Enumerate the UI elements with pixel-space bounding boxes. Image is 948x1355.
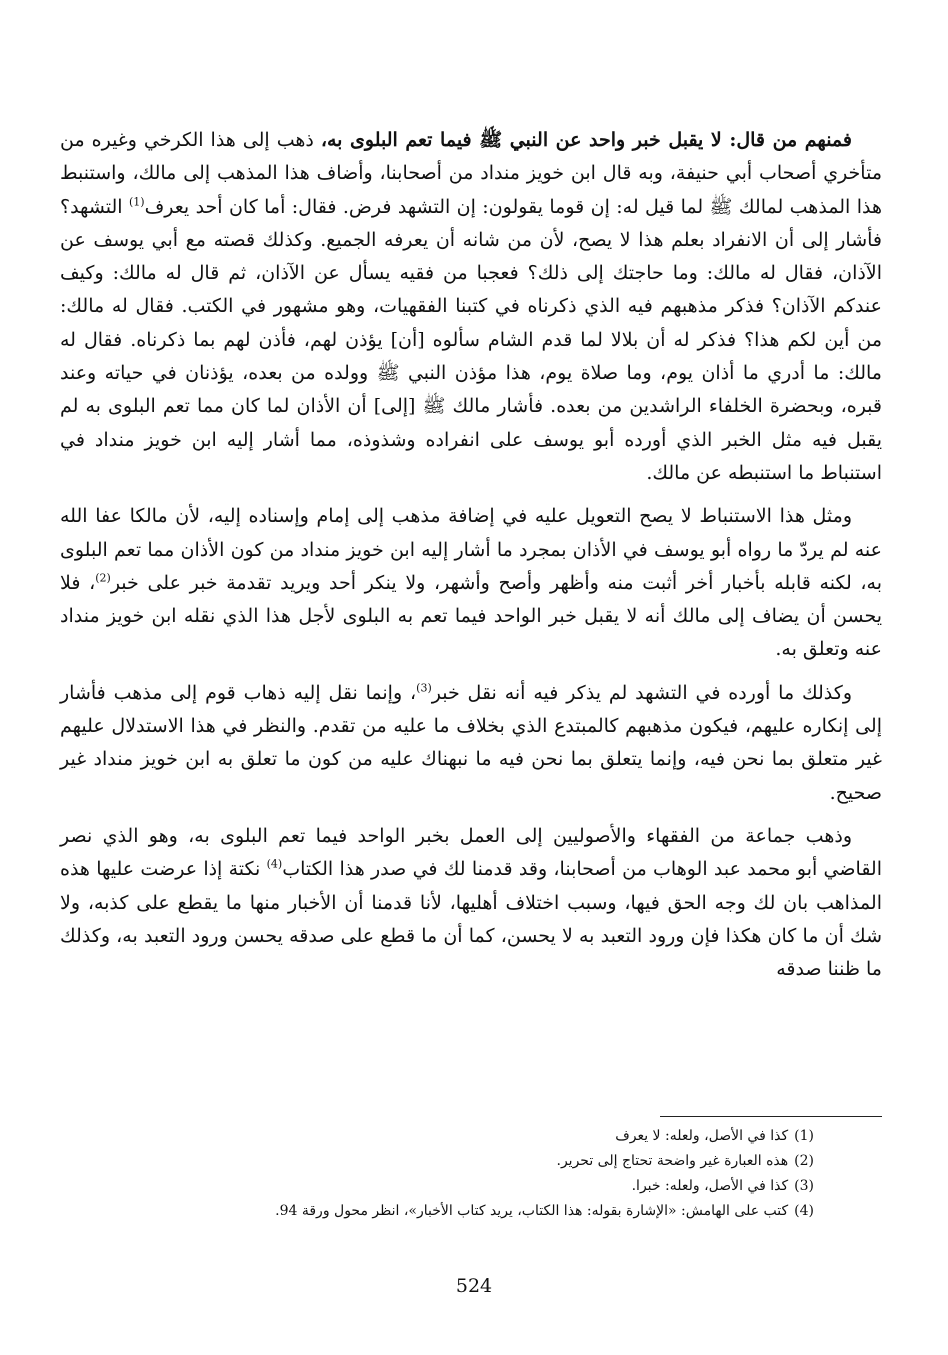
footnote-number: (2)	[794, 1153, 814, 1169]
footnote-divider	[660, 1116, 882, 1117]
footnote-number: (4)	[794, 1203, 814, 1219]
paragraph-4	[60, 820, 882, 986]
paragraph-text: نكتة إذا عرضت عليها هذه المذاهب بان لك وجه الحق فيها، وسبب اختلاف أهليها، لأنا قدمنا أن الأخبار منها ما يقطع على كذبه، ولا شك أن ما كان هكذا فإن ورود التعبد به لا يحسن، كما أن ما قطع على صدقه يحسن ورود التعبد به، وكذلك ما ظننا صدقه	[60, 858, 882, 981]
footnote-text: هذه العبارة غير واضحة تحتاج إلى تحرير.	[556, 1153, 789, 1169]
footnote-text: كتب على الهامش: «الإشارة بقوله: هذا الكتاب، يريد كتاب الأخبار»، انظر محول ورقة 94.	[275, 1203, 789, 1219]
paragraph-text: وكذلك ما أورده في التشهد لم يذكر فيه أنه نقل خبر	[431, 681, 852, 704]
paragraph-2	[60, 500, 882, 666]
main-text	[60, 124, 882, 986]
paragraph-1	[60, 124, 882, 490]
paragraph-lead: فمنهم من قال: لا يقبل خبر واحد عن النبي ﷺ فيما تعم البلوى به،	[320, 129, 852, 151]
paragraph-text: ، فلا يحسن أن يضاف إلى مالك أنه لا يقبل خبر الواحد فيما تعم به البلوى لأجل هذا الذي نقله ابن خويز منداد عنه وتعلق به.	[60, 571, 882, 661]
paragraph-text: التشهد؟ فأشار إلى أن الانفراد بعلم هذا لا يصح، لأن من شانه أن يعرفه الجميع. وكذلك قصته مع أبي يوسف عن الآذان، فقال له مالك: وما حاجتك إلى ذلك؟ فعجبا من فقيه يسأل عن الآذان، ثم قال له مالك: وكيف عندكم الآذان؟ فذكر مذهبهم فيه الذي ذكرناه في كتبنا الفقهيات، وهو مشهور في الكتب. فقال له مالك: من أين لكم هذا؟ فذكر له أن بلالا لما قدم الشام سألوه [أن] يؤذن لهم، فأذن لهم بما ذكرناه. فقال له مالك: ما أدري ما أذان يوم، وما صلاة يوم، هذا مؤذن النبي ﷺ وولده من بعده، يؤذنان في حياته وعند قبره، وبحضرة الخلفاء الراشدين من بعده. فأشار مالك ﷺ [إلى] أن الأذان لما كان مما تعم البلوى به لم يقبل فيه مثل الخبر الذي أورده أبو يوسف على انفراده وشذوذه، مما أشار إليه ابن خويز منداد في استنباط ما استنبطه عن مالك.	[60, 195, 882, 484]
footnote-text: كذا في الأصل، ولعله: خبرا.	[631, 1178, 789, 1194]
page-number: 524	[455, 1275, 493, 1297]
footnote-number: (3)	[794, 1178, 814, 1194]
footnote-1	[60, 1124, 814, 1149]
footnote-4	[60, 1199, 814, 1224]
paragraph-text: ، وإنما نقل إليه ذهاب قوم إلى مذهب فأشار إلى إنكاره عليهم، فيكون مذهبهم كالمبتدع الذي بخلاف ما عليه من تقدم. والنظر في هذا الاستدلال عليهم غير متعلق بما نحن فيه، وإنما يتعلق بما نحن فيه ما نبهناك عليه من كون ما تعلق به ابن خويز منداد غير صحيح.	[60, 681, 882, 804]
footnote-number: (1)	[794, 1128, 814, 1144]
footnote-text: كذا في الأصل، ولعله: لا يعرف	[615, 1128, 789, 1144]
footnote-ref-3: (3)	[416, 681, 432, 695]
paragraph-3	[60, 677, 882, 810]
footnote-ref-2: (2)	[95, 571, 111, 585]
paragraph-text: وذهب جماعة من الفقهاء والأصوليين إلى العمل بخبر الواحد فيما تعم البلوى به، وهو الذي نصر القاضي أبو محمد عبد الوهاب من أصحابنا، وقد قدمنا لك في صدر هذا الكتاب	[60, 824, 882, 881]
paragraph-text: ذهب إلى هذا الكرخي وغيره من متأخري أصحاب أبي حنيفة، وبه قال ابن خويز منداد من أصحابنا، وأضاف هذا المذهب إلى مالك، واستنبط هذا المذهب لمالك ﷺ لما قيل له: إن قوما يقولون: إن التشهد فرض. فقال: أما كان أحد يعرف	[60, 129, 882, 218]
footnote-ref-4: (4)	[266, 857, 283, 871]
footnotes	[60, 1124, 814, 1224]
footnote-ref-1: (1)	[128, 195, 145, 209]
paragraph-text: ومثل هذا الاستنباط لا يصح التعويل عليه في إضافة مذهب إلى إمام وإسناده إليه، لأن مالكا عفا الله عنه لم يردّ ما رواه أبو يوسف في الأذان بمجرد ما أشار إليه ابن خويز منداد من كون الأذان مما تعم البلوى به، لكنه قابله بأخبار أخر أثبت منه وأظهر وأصح وأشهر، ولا ينكر أحد ويريد تقدمة خبر على خبر	[60, 505, 883, 594]
footnote-2	[60, 1149, 814, 1174]
footnote-3	[60, 1174, 814, 1199]
